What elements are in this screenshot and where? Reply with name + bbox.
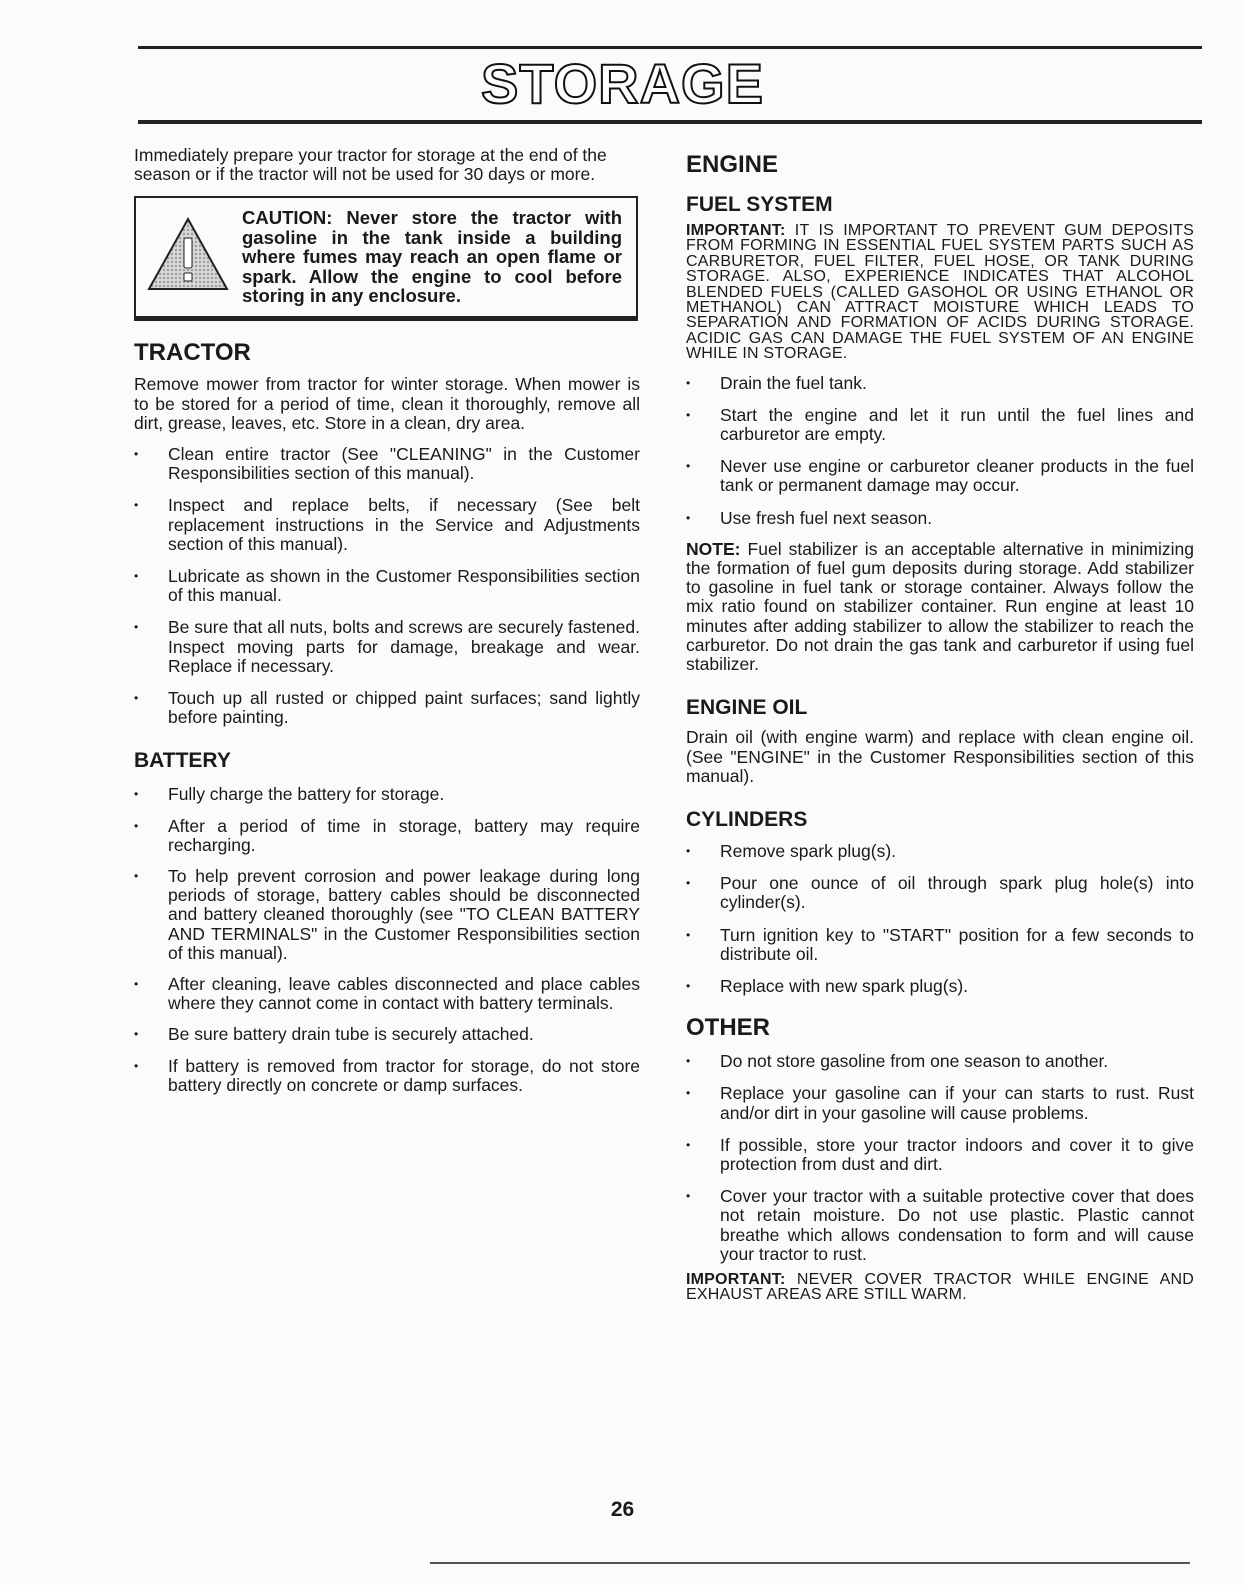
list-item: • Drain the fuel tank.: [686, 374, 1194, 393]
list-item: • Inspect and replace belts, if necessary (See belt replacement instructions in the Service and Adjustments section of this manual).: [134, 496, 640, 554]
left-column: [134, 146, 640, 1095]
list-item: • To help prevent corrosion and power leakage during long periods of storage, battery cables should be disconnected and battery cleaned thoroughly (see "TO CLEAN BATTERY AND TERMINALS" in the Customer Responsibilities section of this manual).: [134, 867, 640, 963]
list-item: • Fully charge the battery for storage.: [134, 785, 640, 804]
top-rule: [138, 46, 1202, 49]
list-item: • Never use engine or carburetor cleaner products in the fuel tank or permanent damage may occur.: [686, 457, 1194, 495]
list-item: • If battery is removed from tractor for storage, do not store battery directly on concrete or damp surfaces.: [134, 1057, 640, 1095]
list-item: • Remove spark plug(s).: [686, 842, 1194, 861]
battery-list: [134, 785, 640, 1095]
list-item: • Turn ignition key to "START" position for a few seconds to distribute oil.: [686, 926, 1194, 964]
page-number: 26: [610, 1498, 635, 1521]
list-item: • Touch up all rusted or chipped paint surfaces; sand lightly before painting.: [134, 689, 640, 727]
right-column: [686, 146, 1194, 1303]
footer-rule: [430, 1562, 1190, 1564]
other-list: [686, 1052, 1194, 1264]
tractor-list: [134, 445, 640, 727]
important-text: NEVER COVER TRACTOR WHILE ENGINE AND EXHAUST AREAS ARE STILL WARM.: [686, 1270, 1194, 1304]
list-item: • Pour one ounce of oil through spark plug hole(s) into cylinder(s).: [686, 874, 1194, 912]
fuel-important: [686, 223, 1194, 362]
note-label: NOTE:: [686, 538, 741, 559]
list-item: • Use fresh fuel next season.: [686, 509, 1194, 528]
engine-oil-body: Drain oil (with engine warm) and replace with clean engine oil. (See "ENGINE" in the Customer Responsibilities section of this manual).: [686, 727, 1194, 786]
list-item: • Replace your gasoline can if your can starts to rust. Rust and/or dirt in your gasoline will cause problems.: [686, 1084, 1194, 1122]
fuel-system-heading: FUEL SYSTEM: [686, 193, 833, 216]
fuel-list: [686, 374, 1194, 528]
tractor-heading: TRACTOR: [134, 339, 251, 367]
list-item: • After cleaning, leave cables disconnected and place cables where they cannot come in contact with battery terminals.: [134, 975, 640, 1013]
fuel-note: [686, 540, 1194, 674]
tractor-body: Remove mower from tractor for winter storage. When mower is to be stored for a period of time, clean it thoroughly, remove all dirt, grease, leaves, etc. Store in a clean, dry area.: [134, 374, 640, 433]
list-item: • Lubricate as shown in the Customer Responsibilities section of this manual.: [134, 567, 640, 605]
important-label: IMPORTANT:: [686, 222, 786, 239]
list-item: • Clean entire tractor (See "CLEANING" in the Customer Responsibilities section of this manual).: [134, 445, 640, 483]
list-item: • Be sure battery drain tube is securely attached.: [134, 1025, 640, 1044]
cylinders-list: [686, 842, 1194, 996]
engine-heading: ENGINE: [686, 151, 779, 178]
caution-box: [134, 196, 638, 321]
other-important: [686, 1272, 1194, 1303]
engine-oil-heading: ENGINE OIL: [686, 696, 808, 720]
page-title: STORAGE: [481, 52, 764, 115]
important-label: IMPORTANT:: [686, 1270, 786, 1288]
other-heading: OTHER: [686, 1014, 770, 1042]
title-underline: [138, 120, 1202, 124]
warning-triangle-icon: [146, 216, 230, 292]
list-item: • Do not store gasoline from one season to another.: [686, 1052, 1194, 1071]
cylinders-heading: CYLINDERS: [686, 807, 808, 831]
list-item: • Cover your tractor with a suitable protective cover that does not retain moisture. Do not use plastic. Plastic cannot breathe which allows condensation to form and will cause your tractor to rust.: [686, 1187, 1194, 1264]
important-text: IT IS IMPORTANT TO PREVENT GUM DEPOSITS FROM FORMING IN ESSENTIAL FUEL SYSTEM PARTS SUCH AS CARBURETOR, FUEL FILTER, FUEL HOSE, OR TANK DURING STORAGE. ALSO, EXPERIENCE INDICATES THAT ALCOHOL BLENDED FUELS (CALLED GASOHOL OR USING ETHANOL OR METHANOL) CAN ATTRACT MOISTURE WHICH LEADS TO SEPARATION AND FORMATION OF ACIDS DURING STORAGE. ACIDIC GAS CAN DAMAGE THE FUEL SYSTEM OF AN ENGINE WHILE IN STORAGE.: [686, 222, 1194, 363]
list-item: • Start the engine and let it run until the fuel lines and carburetor are empty.: [686, 406, 1194, 444]
intro-paragraph: Immediately prepare your tractor for storage at the end of the season or if the tractor will not be used for 30 days or more.: [134, 145, 607, 185]
list-item: • After a period of time in storage, battery may require recharging.: [134, 817, 640, 855]
caution-text: CAUTION: Never store the tractor with gasoline in the tank inside a building where fumes may reach an open flame or spark. Allow the engine to cool before storing in any enclosure.: [242, 207, 622, 307]
battery-heading: BATTERY: [134, 749, 231, 773]
list-item: • Be sure that all nuts, bolts and screws are securely fastened. Inspect moving parts for damage, breakage and wear. Replace if necessary.: [134, 618, 640, 676]
list-item: • If possible, store your tractor indoors and cover it to give protection from dust and dirt.: [686, 1136, 1194, 1174]
note-text: Fuel stabilizer is an acceptable alternative in minimizing the formation of fuel gum deposits during storage. Add stabilizer to gasoline in fuel tank or storage container. Always follow the mix ratio found on stabilizer container. Run engine at least 10 minutes after adding stabilizer to allow the stabilizer to reach the carburetor. Do not drain the gas tank and carburetor if using fuel stabilizer.: [686, 538, 1194, 675]
list-item: • Replace with new spark plug(s).: [686, 977, 1194, 996]
